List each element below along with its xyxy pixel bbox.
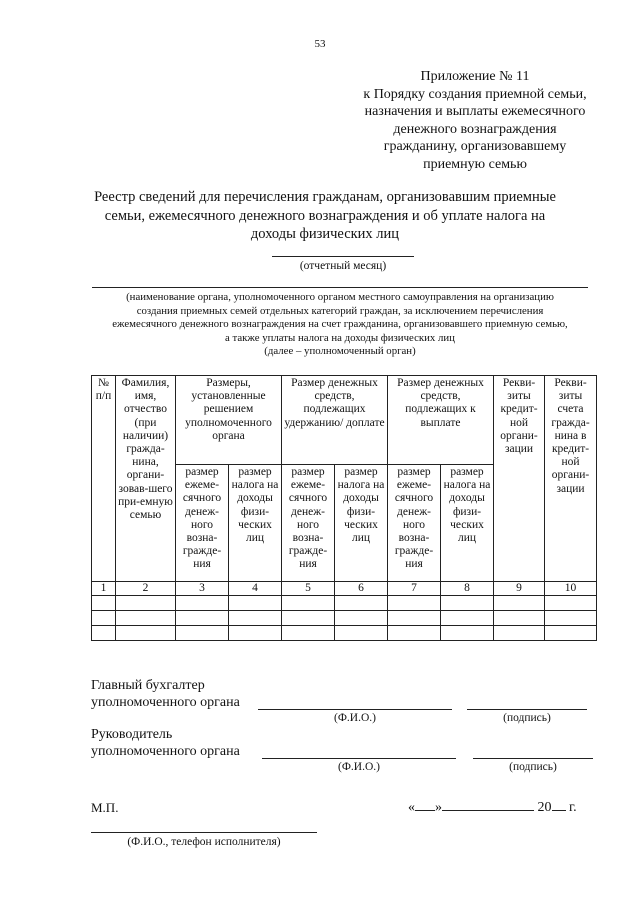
table-cell[interactable] [494,596,545,611]
header-full-name: Фамилия, имя, отчество (при наличии) гражда-нина, органи-зовав-шего при-емную семью [116,376,176,582]
table-cell[interactable] [229,626,282,641]
head-signature-field[interactable] [473,758,593,759]
page-number: 53 [314,38,326,50]
table-cell[interactable] [545,626,597,641]
table-cell[interactable] [441,611,494,626]
table-cell[interactable] [335,611,388,626]
header-row-number: № п/п [92,376,116,582]
column-number: 10 [545,582,597,596]
column-number: 3 [176,582,229,596]
table-cell[interactable] [388,596,441,611]
header-withholding-amounts: Размер денежных средств, подлежащих удержанию/ доплате [282,376,388,465]
head-fio-field[interactable] [262,758,456,759]
chief-accountant-signature-field[interactable] [467,709,587,710]
header-row [92,376,597,465]
table-cell[interactable] [441,626,494,641]
chief-accountant-fio-field[interactable] [258,709,452,710]
column-number: 2 [116,582,176,596]
title-line: Реестр сведений для перечисления гражданам, организовавшим приемные [94,189,556,205]
date-year-prefix: 20 [537,800,552,815]
stamp-placeholder: М.П. [91,800,119,815]
document-title [60,188,590,244]
table-cell[interactable] [92,626,116,641]
column-number: 6 [335,582,388,596]
date-year-field[interactable] [552,798,566,811]
table-cell[interactable] [335,626,388,641]
table-cell[interactable] [388,611,441,626]
subheader-reward-amount: размер ежеме-сячного денеж-ного возна-гражде-ния [176,465,229,582]
signature-caption: (подпись) [509,761,557,773]
fio-caption: (Ф.И.О.) [334,712,376,724]
subheader-tax-amount: размер налога на доходы физи-ческих лиц [441,465,494,582]
table-cell[interactable] [229,596,282,611]
table-cell[interactable] [335,596,388,611]
organization-caption [80,291,600,359]
column-number: 1 [92,582,116,596]
signature-caption: (подпись) [503,712,551,724]
date-field [408,798,577,816]
table-cell[interactable] [282,626,335,641]
table-cell[interactable] [441,596,494,611]
report-month-caption: (отчетный месяц) [299,260,387,272]
subheader-tax-amount: размер налога на доходы физи-ческих лиц [335,465,388,582]
appendix-heading [330,68,620,173]
appendix-line: приемную семью [423,156,527,172]
table-cell[interactable] [92,611,116,626]
header-account-details: Рекви-зиты счета гражда-нина в кредит-ной органи-зации [545,376,597,582]
organization-name-field[interactable] [92,287,588,288]
org-note-line: а также уплаты налога на доходы физических лиц [225,331,455,344]
table-row [92,596,597,611]
table-row [92,626,597,641]
head-org: уполномоченного органа [91,744,240,759]
column-number: 5 [282,582,335,596]
header-established-amounts: Размеры, установленные решением уполномоченного органа [176,376,282,465]
header-bank-details: Рекви-зиты кредит-ной органи-зации [494,376,545,582]
report-month-field[interactable] [272,256,414,257]
appendix-line: гражданину, организовавшему [383,139,567,154]
chief-accountant-org: уполномоченного органа [91,695,240,710]
register-table [91,375,597,641]
executor-field[interactable] [91,832,317,833]
date-close-quote: » [435,800,442,815]
subheader-reward-amount: размер ежеме-сячного денеж-ного возна-гражде-ния [282,465,335,582]
table-cell[interactable] [494,626,545,641]
header-payment-amounts: Размер денежных средств, подлежащих к выплате [388,376,494,465]
appendix-line: к Порядку создания приемной семьи, [363,86,587,102]
table-cell[interactable] [116,611,176,626]
table-cell[interactable] [545,596,597,611]
org-note-line: создания приемных семей отдельных категорий граждан, за исключением перечисления [136,304,544,317]
date-open-quote: « [408,800,415,815]
title-line: семьи, ежемесячного денежного вознаграждения и об уплате налога на [104,207,546,224]
table-cell[interactable] [282,611,335,626]
table-cell[interactable] [176,626,229,641]
org-note-line: (далее – уполномоченный орган) [264,345,416,357]
table-cell[interactable] [545,611,597,626]
table-cell[interactable] [176,596,229,611]
date-day-field[interactable] [415,798,435,811]
executor-caption: (Ф.И.О., телефон исполнителя) [127,836,281,848]
date-month-field[interactable] [442,798,534,811]
table-cell[interactable] [176,611,229,626]
table-cell[interactable] [116,596,176,611]
subheader-tax-amount: размер налога на доходы физи-ческих лиц [229,465,282,582]
appendix-line: назначения и выплаты ежемесячного [364,104,586,119]
table-cell[interactable] [388,626,441,641]
column-number: 4 [229,582,282,596]
table-row [92,611,597,626]
column-number: 7 [388,582,441,596]
head-title: Руководитель [91,727,173,742]
table-cell[interactable] [116,626,176,641]
title-line: доходы физических лиц [250,226,400,242]
table-cell[interactable] [229,611,282,626]
table-cell[interactable] [92,596,116,611]
org-note-line: ежемесячного денежного вознаграждения на счет гражданина, организовавшего приемную семью, [112,318,568,330]
chief-accountant-title: Главный бухгалтер [91,678,205,693]
org-note-line: (наименование органа, уполномоченного органом местного самоуправления на организацию [126,291,554,303]
table-cell[interactable] [494,611,545,626]
appendix-line: денежного вознаграждения [393,121,557,137]
fio-caption: (Ф.И.О.) [338,761,380,773]
column-number: 8 [441,582,494,596]
appendix-line: Приложение № 11 [420,69,530,84]
column-number-row [92,582,597,596]
column-number: 9 [494,582,545,596]
table-cell[interactable] [282,596,335,611]
subheader-reward-amount: размер ежеме-сячного денеж-ного возна-гражде-ния [388,465,441,582]
date-year-suffix: г. [569,800,577,815]
